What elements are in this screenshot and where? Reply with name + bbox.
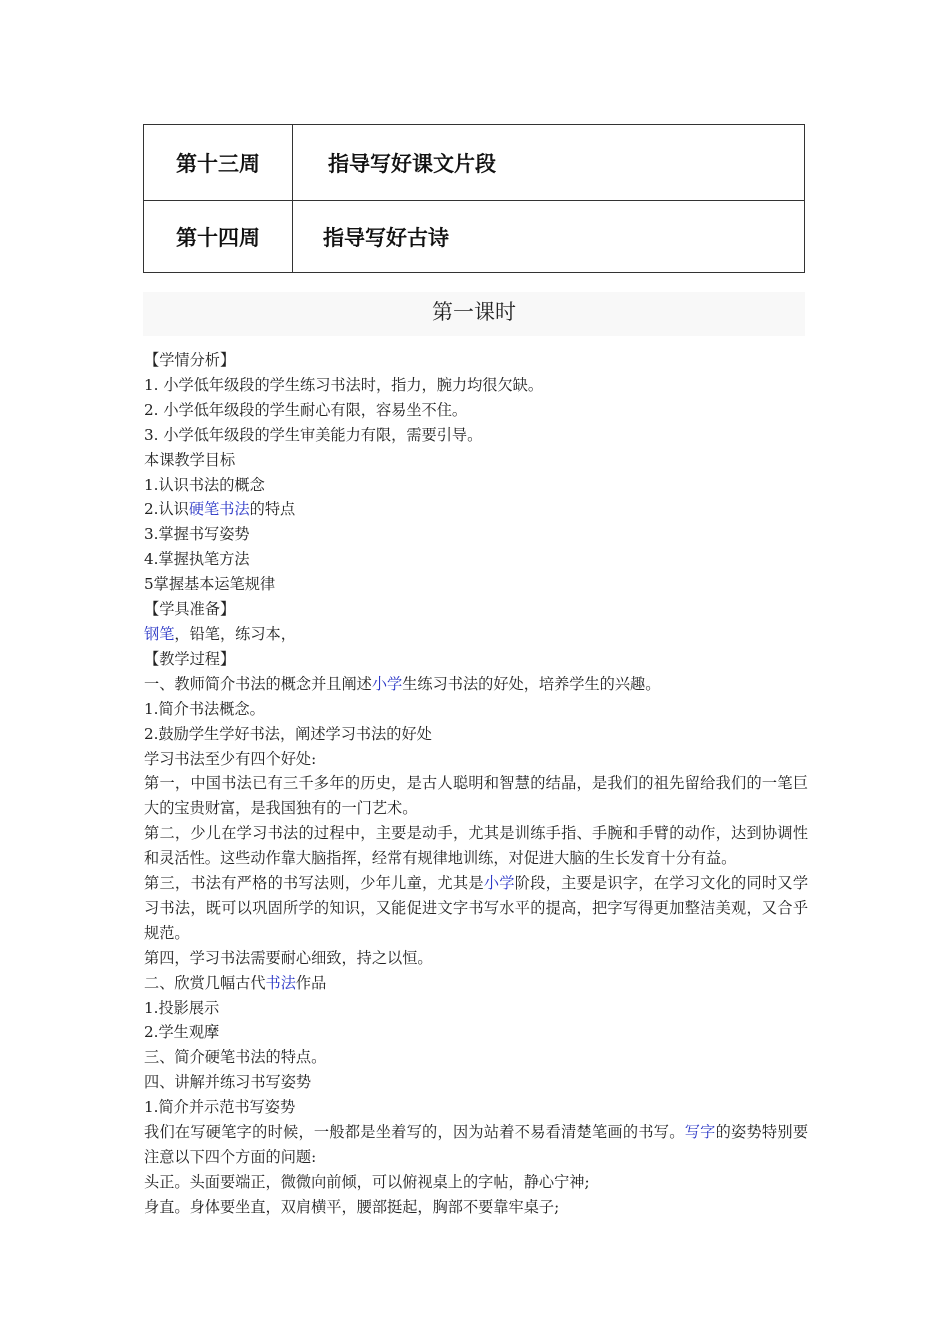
process-substep: 1.简介并示范书写姿势 bbox=[144, 1098, 296, 1117]
benefit-paragraph: 第二，少儿在学习书法的过程中，主要是动手，尤其是训练手指、手腕和手臂的动作，达到协调性和灵活性。这些动作靠大脑指挥，经常有规律地训练，对促进大脑的生长发育十分有益。 bbox=[144, 824, 808, 868]
posture-text: 我们在写硬笔字的时候，一般都是坐着写的，因为站着不易看清楚笔画的书写。 bbox=[144, 1123, 685, 1142]
benefit-paragraph: 第四，学习书法需要耐心细致，持之以恒。 bbox=[144, 948, 433, 967]
week-cell: 第十三周 bbox=[144, 125, 293, 201]
tools-text: ，铅笔，练习本， bbox=[174, 624, 296, 643]
analysis-item: 3. 小学低年级段的学生审美能力有限，需要引导。 bbox=[144, 425, 483, 444]
posture-intro bbox=[144, 1120, 808, 1170]
process-step bbox=[144, 971, 808, 996]
analysis-item: 2. 小学低年级段的学生耐心有限，容易坐不住。 bbox=[144, 400, 468, 419]
analysis-item: 1. 小学低年级段的学生练习书法时，指力，腕力均很欠缺。 bbox=[144, 375, 544, 394]
benefit-paragraph: 第一，中国书法已有三千多年的历史，是古人聪明和智慧的结晶，是我们的祖先留给我们的一笔巨大的宝贵财富，是我国独有的一门艺术。 bbox=[144, 774, 808, 818]
topic-cell: 指导写好古诗 bbox=[293, 201, 805, 273]
step-text: 二、欣赏几幅古代 bbox=[144, 973, 266, 992]
process-substep: 2.鼓励学生学好书法，阐述学习书法的好处 bbox=[144, 724, 432, 743]
goal-item: 4.掌握执笔方法 bbox=[144, 550, 250, 569]
goal-text: 2.认识 bbox=[144, 500, 189, 519]
step-text: 一、教师简介书法的概念并且阐述 bbox=[144, 674, 372, 693]
goal-item: 1.认识书法的概念 bbox=[144, 475, 265, 494]
step-text: 作品 bbox=[295, 973, 327, 992]
keyword-link[interactable]: 小学 bbox=[371, 674, 403, 693]
posture-text: 的姿势特别要注意以下四个方面的问题: bbox=[144, 1123, 809, 1166]
keyword-link[interactable]: 书法 bbox=[265, 973, 296, 992]
process-step bbox=[144, 672, 808, 697]
benefits-intro: 学习书法至少有四个好处: bbox=[144, 749, 317, 768]
process-heading: 【教学过程】 bbox=[144, 649, 236, 668]
benefit-text: 第三，书法有严格的书写法则，少年儿童，尤其是 bbox=[144, 874, 484, 893]
keyword-link[interactable]: 写字 bbox=[684, 1123, 716, 1142]
process-substep: 1.简介书法概念。 bbox=[144, 699, 265, 718]
keyword-link[interactable]: 钢笔 bbox=[144, 624, 175, 643]
benefit-text: 阶段，主要是识字，在学习文化的同时又学习书法，既可以巩固所学的知识，又能促进文字书写水平的提高，把字写得更加整洁美观，又合乎规范。 bbox=[144, 874, 809, 942]
benefit-paragraph bbox=[144, 871, 808, 946]
process-substep: 2.学生观摩 bbox=[144, 1023, 220, 1042]
goals-heading: 本课教学目标 bbox=[144, 450, 236, 469]
process-step: 三、简介硬笔书法的特点。 bbox=[144, 1048, 327, 1067]
goal-item: 5掌握基本运笔规律 bbox=[144, 575, 276, 594]
schedule-row bbox=[144, 201, 805, 273]
week-cell: 第十四周 bbox=[144, 201, 293, 273]
goal-item: 3.掌握书写姿势 bbox=[144, 525, 250, 544]
keyword-link[interactable]: 硬笔书法 bbox=[188, 500, 250, 519]
keyword-link[interactable]: 小学 bbox=[483, 874, 515, 893]
lesson-content bbox=[144, 348, 808, 1220]
step-text: 生练习书法的好处，培养学生的兴趣。 bbox=[402, 674, 661, 693]
goal-item bbox=[144, 497, 808, 522]
schedule-row bbox=[144, 125, 805, 201]
schedule-table bbox=[143, 124, 805, 273]
analysis-heading: 【学情分析】 bbox=[144, 351, 236, 369]
process-substep: 1.投影展示 bbox=[144, 998, 220, 1017]
topic-cell: 指导写好课文片段 bbox=[293, 125, 805, 201]
posture-item: 头正。头面要端正，微微向前倾，可以俯视桌上的字帖，静心宁神; bbox=[144, 1172, 590, 1191]
process-step: 四、讲解并练习书写姿势 bbox=[144, 1073, 312, 1092]
lesson-title: 第一课时 bbox=[432, 300, 516, 324]
posture-item: 身直。身体要坐直，双肩横平，腰部挺起，胸部不要靠牢桌子; bbox=[144, 1197, 560, 1216]
goal-text: 的特点 bbox=[249, 500, 296, 519]
tools-list bbox=[144, 622, 808, 647]
tools-heading: 【学具准备】 bbox=[144, 600, 236, 619]
